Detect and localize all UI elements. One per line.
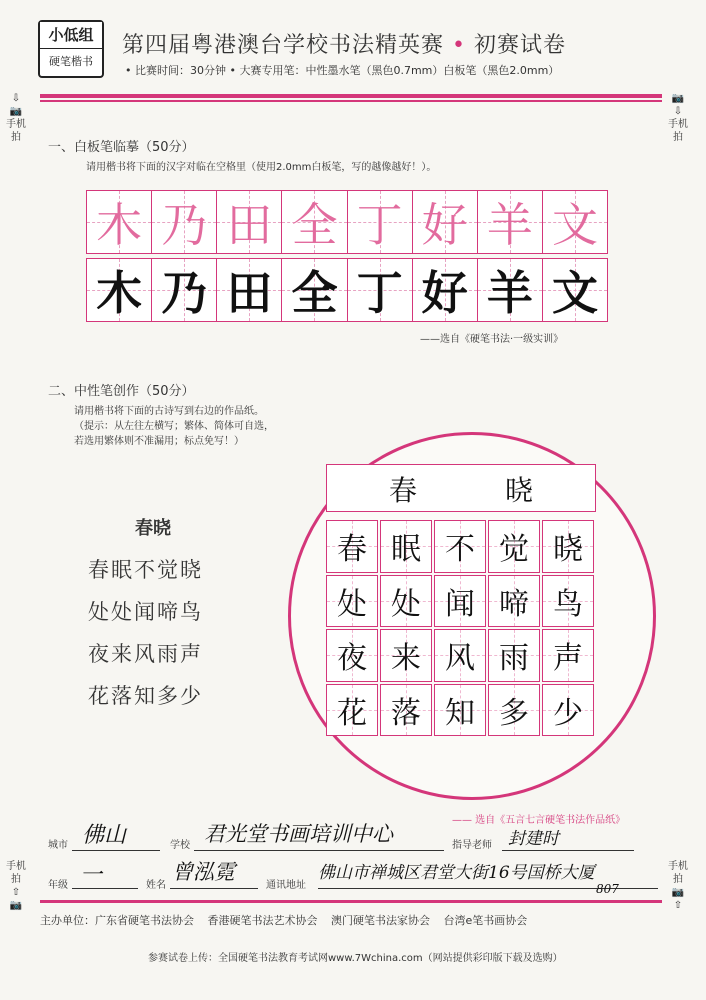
- address-field-extra[interactable]: 807: [596, 882, 619, 896]
- name-label: 姓名: [146, 880, 166, 891]
- poem-line: 春眠不觉晓: [88, 558, 203, 582]
- model-cell: 乃: [152, 259, 217, 321]
- poem-line: 花落知多少: [88, 684, 203, 708]
- model-cell: 羊: [478, 259, 543, 321]
- work-cell: 落: [380, 684, 432, 737]
- section2-instruction-1: 请用楷书将下面的古诗写到右边的作品纸。: [74, 406, 264, 417]
- page-title: [122, 28, 566, 59]
- city-label: 城市: [48, 840, 68, 851]
- copy-cell: 好: [413, 191, 478, 253]
- poem-line: 夜来风雨声: [88, 642, 203, 666]
- copy-cell: 田: [217, 191, 282, 253]
- work-title-char: 晓: [505, 474, 534, 507]
- copy-cell: 木: [87, 191, 152, 253]
- badge-group-label: 小低组: [40, 22, 102, 49]
- teacher-label: 指导老师: [452, 840, 492, 851]
- work-cell: 多: [488, 684, 540, 737]
- work-cell: 觉: [488, 520, 540, 573]
- model-cell: 好: [413, 259, 478, 321]
- work-cell: 处: [326, 575, 378, 628]
- school-label: 学校: [170, 840, 190, 851]
- title-sub: 初赛试卷: [474, 33, 567, 58]
- work-cell: 夜: [326, 629, 378, 682]
- name-underline: [170, 888, 258, 889]
- model-cell: 文: [543, 259, 607, 321]
- school-underline: [194, 850, 444, 851]
- grade-field[interactable]: 一: [80, 863, 103, 888]
- work-cell: 声: [542, 629, 594, 682]
- model-grid: [86, 258, 608, 322]
- title-main: 第四届粤港澳台学校书法精英赛: [122, 33, 445, 58]
- work-cell: 风: [434, 629, 486, 682]
- model-cell: 木: [87, 259, 152, 321]
- copy-cell: 羊: [478, 191, 543, 253]
- header-divider-thin: [40, 100, 662, 102]
- copy-cell: 文: [543, 191, 607, 253]
- section2-instruction-2: （提示：从左往左横写；繁体、简体可自选，: [74, 421, 274, 432]
- section1-title: 一、白板笔临摹（50分）: [48, 140, 195, 155]
- work-cell: 花: [326, 684, 378, 737]
- teacher-underline: [502, 850, 634, 851]
- copy-cell: 全: [282, 191, 347, 253]
- model-cell: 田: [217, 259, 282, 321]
- title-dot: •: [452, 33, 466, 58]
- section1-source: ——选自《硬笔书法·一级实训》: [420, 334, 564, 345]
- address-field[interactable]: 佛山市禅城区君堂大街16号国桥大厦: [318, 863, 595, 883]
- grade-label: 年级: [48, 880, 68, 891]
- work-cell: 处: [380, 575, 432, 628]
- work-cell: 春: [326, 520, 378, 573]
- address-label: 通讯地址: [266, 880, 306, 891]
- upload-info: 参赛试卷上传：全国硬笔书法教育考试网www.7Wchina.com（网站提供彩印版下载及选购）: [148, 953, 563, 964]
- work-cell: 啼: [488, 575, 540, 628]
- camera-note-right-top: 📷⇩ 手机拍: [668, 93, 688, 143]
- work-cell: 来: [380, 629, 432, 682]
- work-cell: 眠: [380, 520, 432, 573]
- work-title-char: 春: [389, 474, 418, 507]
- section1-instruction: 请用楷书将下面的汉字对临在空格里（使用2.0mm白板笔，写的越像越好！）。: [86, 162, 437, 173]
- camera-note-left-top: ⇩📷 手机拍: [6, 93, 26, 143]
- camera-note-right-bottom: 手机拍 📷⇧: [668, 861, 688, 911]
- work-grid: [326, 520, 594, 736]
- organizers: 主办单位：广东省硬笔书法协会 香港硬笔书法艺术协会 澳门硬笔书法家协会 台湾e笔书画协会: [40, 914, 528, 927]
- section2-source: —— 选自《五言七言硬笔书法作品纸》: [452, 815, 626, 826]
- header-divider: [40, 94, 662, 98]
- group-badge: [38, 20, 104, 78]
- section2-title: 二、中性笔创作（50分）: [48, 384, 195, 399]
- name-field[interactable]: 曾泓霓: [172, 860, 235, 884]
- poem-line: 处处闻啼鸟: [88, 600, 203, 624]
- work-cell: 晓: [542, 520, 594, 573]
- poem-title: 春晓: [135, 518, 171, 539]
- copy-cell: 丁: [348, 191, 413, 253]
- copy-cell: 乃: [152, 191, 217, 253]
- camera-note-left-bottom: 手机拍 ⇧📷: [6, 861, 26, 911]
- work-cell: 鸟: [542, 575, 594, 628]
- city-field[interactable]: 佛山: [82, 823, 127, 848]
- work-cell: 不: [434, 520, 486, 573]
- teacher-field[interactable]: 封建时: [508, 829, 559, 849]
- exam-info: • 比赛时间：30分钟 • 大赛专用笔：中性墨水笔（黑色0.7mm）白板笔（黑色2.0mm）: [125, 64, 560, 77]
- badge-style-label: 硬笔楷书: [40, 49, 102, 74]
- model-cell: 全: [282, 259, 347, 321]
- footer-divider: [40, 900, 662, 903]
- section2-instruction-3: 若选用繁体则不准漏用；标点免写！）: [74, 436, 244, 447]
- work-cell: 闻: [434, 575, 486, 628]
- school-field[interactable]: 君光堂书画培训中心: [204, 822, 393, 846]
- work-title-box: [326, 464, 596, 512]
- work-cell: 知: [434, 684, 486, 737]
- copy-grid: [86, 190, 608, 254]
- work-cell: 雨: [488, 629, 540, 682]
- city-underline: [72, 850, 160, 851]
- model-cell: 丁: [348, 259, 413, 321]
- work-cell: 少: [542, 684, 594, 737]
